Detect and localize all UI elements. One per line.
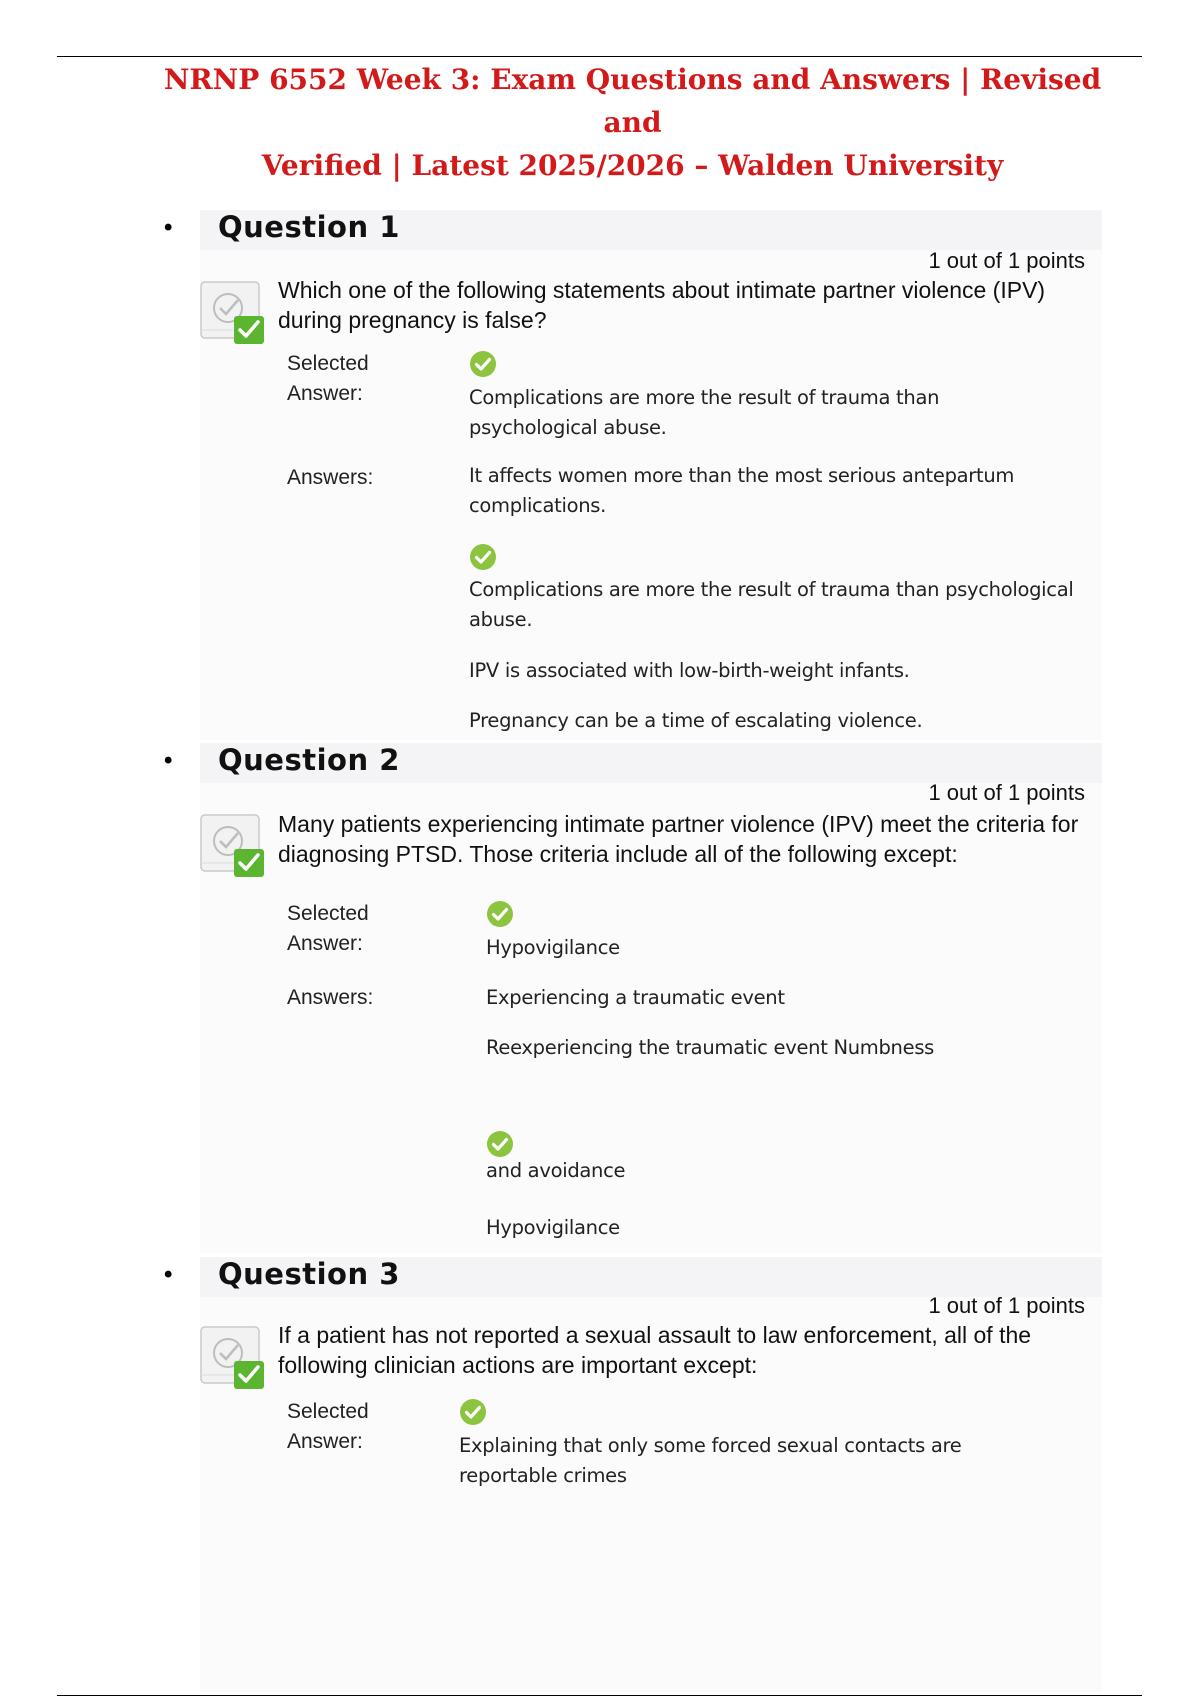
graded-correct-icon [200, 278, 272, 346]
selected-answer-label: Selected Answer: [287, 352, 369, 405]
points-score: 1 out of 1 points [928, 780, 1085, 805]
question-title: Question 1 [218, 210, 400, 244]
answer-option-correct: and avoidance [486, 1159, 626, 1182]
answer-option: Experiencing a traumatic event [486, 986, 785, 1009]
bullet: • [164, 1261, 173, 1288]
answer-option: Pregnancy can be a time of escalating violence. [469, 709, 923, 732]
selected-answer-label: Selected Answer: [287, 1400, 369, 1453]
question-text: If a patient has not reported a sexual assault to law enforcement, all of the following clinician actions are important except: [278, 1322, 1032, 1378]
selected-answer-text: Explaining that only some forced sexual contacts are reportable crimes [459, 1434, 962, 1487]
answer-option: Hypovigilance [486, 1216, 620, 1239]
selected-answer-text: Complications are more the result of trauma than psychological abuse. [469, 386, 940, 439]
document-title [130, 58, 1135, 187]
answer-option: It affects women more than the most serious antepartum complications. [469, 464, 1015, 517]
selected-answer-text: Hypovigilance [486, 936, 620, 959]
question-title: Question 2 [218, 743, 400, 777]
bullet: • [164, 214, 173, 241]
bottom-rule [57, 1695, 1142, 1696]
correct-check-icon [486, 900, 514, 928]
title-line-2: Verified | Latest 2025/2026 – Walden University [261, 149, 1004, 182]
correct-check-icon [486, 1130, 514, 1158]
correct-check-icon [469, 350, 497, 378]
points-score: 1 out of 1 points [928, 248, 1085, 273]
title-line-1: NRNP 6552 Week 3: Exam Questions and Answers | Revised and [163, 63, 1102, 139]
answer-option: Reexperiencing the traumatic event Numbness [486, 1036, 935, 1059]
answer-option-correct: Complications are more the result of trauma than psychological abuse. [469, 578, 1074, 631]
answer-option: IPV is associated with low-birth-weight infants. [469, 659, 910, 682]
graded-correct-icon [200, 1323, 272, 1391]
graded-correct-icon [200, 811, 272, 879]
answers-label: Answers: [287, 986, 374, 1009]
answers-label: Answers: [287, 466, 374, 489]
correct-check-icon [469, 543, 497, 571]
points-score: 1 out of 1 points [928, 1293, 1085, 1318]
top-rule [57, 56, 1142, 57]
question-text: Many patients experiencing intimate partner violence (IPV) meet the criteria for diagnosing PTSD. Those criteria include all of the following except: [278, 811, 1079, 867]
question-text: Which one of the following statements about intimate partner violence (IPV) during pregnancy is false? [278, 277, 1046, 333]
correct-check-icon [459, 1398, 487, 1426]
selected-answer-label: Selected Answer: [287, 902, 369, 955]
question-title: Question 3 [218, 1257, 400, 1291]
bullet: • [164, 747, 173, 774]
